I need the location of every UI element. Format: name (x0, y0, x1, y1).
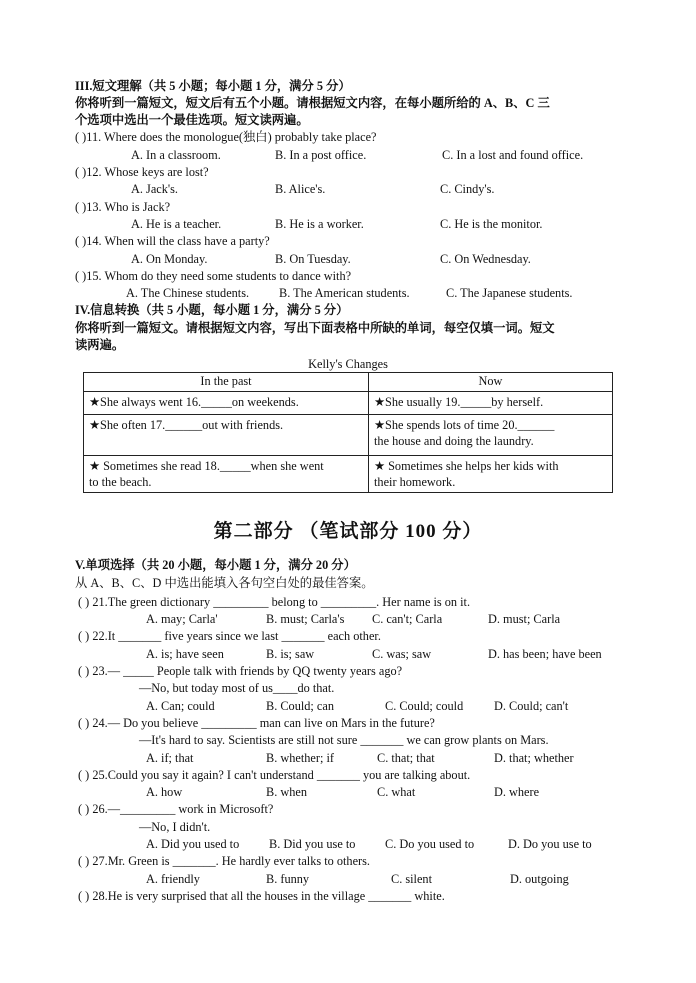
question-24-reply: —It's hard to say. Scientists are still not sure _______ we can grow plants on Mars. (139, 733, 549, 747)
q15-option-c: C. The Japanese students. (446, 286, 573, 300)
cell-now-19: ★She usually 19._____by herself. (369, 392, 613, 415)
cell-now-20-line2: the house and doing the laundry. (374, 434, 534, 448)
q21-option-c: C. can't; Carla (372, 612, 443, 626)
q12-option-b: B. Alice's. (275, 182, 326, 196)
cell-now-homework-line2: their homework. (374, 475, 456, 489)
cell-past-17: ★She often 17.______out with friends. (84, 415, 369, 456)
question-24: ( ) 24.— Do you believe _________ man can live on Mars in the future? (78, 716, 435, 730)
q27-option-c: C. silent (391, 872, 432, 886)
q21-option-b: B. must; Carla's (266, 612, 345, 626)
q22-option-d: D. has been; have been (488, 647, 602, 661)
q12-option-c: C. Cindy's. (440, 182, 495, 196)
section-4-intro: 你将听到一篇短文。请根据短文内容，写出下面表格中所缺的单词，每空仅填一词。短文 (75, 321, 555, 335)
q27-option-a: A. friendly (146, 872, 200, 886)
cell-past-18-line2: to the beach. (89, 475, 152, 489)
q25-option-c: C. what (377, 785, 416, 799)
question-14: ( )14. When will the class have a party? (75, 234, 270, 248)
q14-option-a: A. On Monday. (131, 252, 208, 266)
question-26: ( ) 26.—_________ work in Microsoft? (78, 802, 274, 816)
q24-option-a: A. if; that (146, 751, 194, 765)
q15-option-a: A. The Chinese students. (126, 286, 250, 300)
question-23-reply: —No, but today most of us____do that. (139, 681, 335, 695)
cell-now-20-line1: ★She spends lots of time 20.______ (374, 418, 555, 432)
q13-option-c: C. He is the monitor. (440, 217, 543, 231)
q26-option-c: C. Do you used to (385, 837, 475, 851)
q23-option-d: D. Could; can't (494, 699, 569, 713)
q23-option-c: C. Could; could (385, 699, 464, 713)
q23-option-a: A. Can; could (146, 699, 215, 713)
part-2-title: 第二部分 （笔试部分 100 分） (213, 521, 483, 542)
q24-option-d: D. that; whether (494, 751, 574, 765)
q26-option-d: D. Do you use to (508, 837, 592, 851)
cell-past-18-line1: ★ Sometimes she read 18._____when she went (89, 459, 324, 473)
question-26-reply: —No, I didn't. (139, 820, 211, 834)
section-4-intro-cont: 读两遍。 (75, 338, 125, 352)
table-row (84, 456, 613, 493)
q11-option-c: C. In a lost and found office. (442, 148, 584, 162)
q23-option-b: B. Could; can (266, 699, 334, 713)
question-13: ( )13. Who is Jack? (75, 200, 171, 214)
table-title: Kelly's Changes (308, 357, 388, 371)
cell-now-homework (369, 456, 613, 493)
q25-option-d: D. where (494, 785, 540, 799)
q22-option-c: C. was; saw (372, 647, 432, 661)
q13-option-a: A. He is a teacher. (131, 217, 222, 231)
q11-option-b: B. In a post office. (275, 148, 367, 162)
q22-option-a: A. is; have seen (146, 647, 224, 661)
section-4-heading: IV.信息转换（共 5 小题，每小题 1 分，满分 5 分） (75, 303, 349, 317)
q14-option-b: B. On Tuesday. (275, 252, 351, 266)
q27-option-b: B. funny (266, 872, 310, 886)
changes-table (83, 372, 613, 493)
section-3-intro-cont: 个选项中选出一个最佳选项。短文读两遍。 (75, 113, 309, 127)
q12-option-a: A. Jack's. (131, 182, 178, 196)
q25-option-a: A. how (146, 785, 183, 799)
section-5-intro: 从 A、B、C、D 中选出能填入各句空白处的最佳答案。 (75, 576, 374, 590)
cell-past-16: ★She always went 16._____on weekends. (84, 392, 369, 415)
question-23: ( ) 23.— _____ People talk with friends by QQ twenty years ago? (78, 664, 403, 678)
cell-past-18 (84, 456, 369, 493)
question-28: ( ) 28.He is very surprised that all the houses in the village _______ white. (78, 889, 445, 903)
section-3-heading: III.短文理解（共 5 小题；每小题 1 分，满分 5 分） (75, 79, 351, 93)
section-3-intro: 你将听到一篇短文，短文后有五个小题。请根据短文内容，在每小题所给的 A、B、C 三 (75, 96, 550, 110)
q26-option-b: B. Did you use to (269, 837, 356, 851)
question-21: ( ) 21.The green dictionary _________ belong to _________. Her name is on it. (78, 595, 471, 609)
cell-now-homework-line1: ★ Sometimes she helps her kids with (374, 459, 559, 473)
q21-option-d: D. must; Carla (488, 612, 561, 626)
q26-option-a: A. Did you used to (146, 837, 240, 851)
q24-option-c: C. that; that (377, 751, 435, 765)
q11-option-a: A. In a classroom. (131, 148, 221, 162)
q25-option-b: B. when (266, 785, 307, 799)
q13-option-b: B. He is a worker. (275, 217, 364, 231)
question-22: ( ) 22.It _______ five years since we last _______ each other. (78, 629, 381, 643)
table-header-row (84, 373, 613, 392)
table-row (84, 392, 613, 415)
q21-option-a: A. may; Carla' (146, 612, 218, 626)
column-header-now: Now (369, 373, 613, 392)
q22-option-b: B. is; saw (266, 647, 315, 661)
column-header-past: In the past (84, 373, 369, 392)
table-row (84, 415, 613, 456)
question-27: ( ) 27.Mr. Green is _______. He hardly ever talks to others. (78, 854, 370, 868)
q24-option-b: B. whether; if (266, 751, 334, 765)
question-15: ( )15. Whom do they need some students to dance with? (75, 269, 352, 283)
section-5-heading: V.单项选择（共 20 小题，每小题 1 分，满分 20 分） (75, 558, 356, 572)
q27-option-d: D. outgoing (510, 872, 569, 886)
question-12: ( )12. Whose keys are lost? (75, 165, 209, 179)
question-11: ( )11. Where does the monologue(独白) probably take place? (75, 130, 377, 144)
q14-option-c: C. On Wednesday. (440, 252, 531, 266)
cell-now-20 (369, 415, 613, 456)
question-25: ( ) 25.Could you say it again? I can't understand _______ you are talking about. (78, 768, 471, 782)
q15-option-b: B. The American students. (279, 286, 410, 300)
